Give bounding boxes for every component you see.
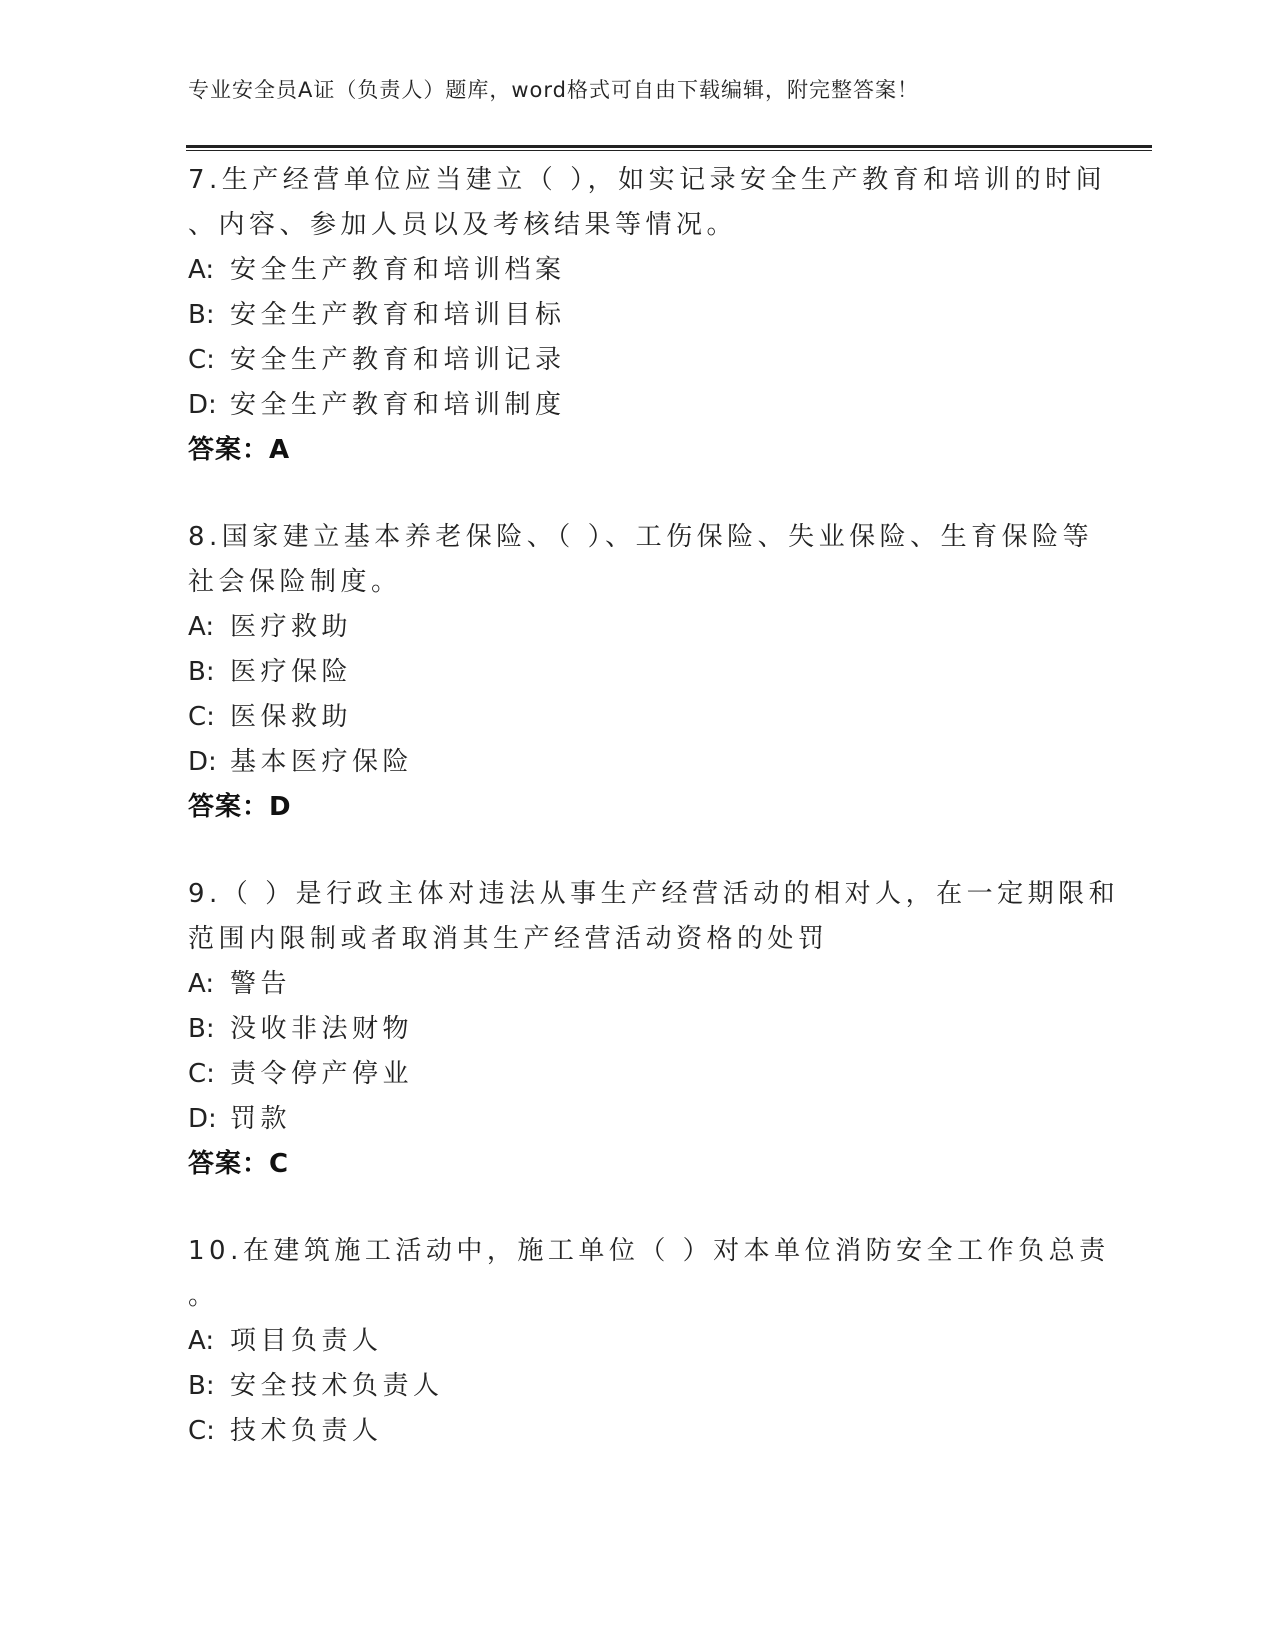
question-text-line: 8.国家建立基本养老保险、（ ）、工伤保险、失业保险、生育保险等 [188, 522, 1094, 552]
option-label: B: [188, 300, 215, 330]
option-label: A: [188, 969, 215, 999]
option-label: A: [188, 1326, 215, 1356]
option-d [188, 740, 1088, 785]
option-label: B: [188, 657, 215, 687]
option-c [188, 338, 1088, 383]
option-label: A: [188, 255, 215, 285]
spacer [188, 830, 1088, 872]
question-10 [188, 1229, 1110, 1454]
option-b [188, 650, 1088, 695]
question-text-line: 7.生产经营单位应当建立（ ），如实记录安全生产教育和培训的时间 [188, 165, 1107, 195]
option-text: 技术负责人 [230, 1416, 383, 1446]
option-c [188, 695, 1088, 740]
option-text: 责令停产停业 [230, 1059, 414, 1089]
option-text: 安全生产教育和培训记录 [230, 345, 566, 375]
option-label: C: [188, 1059, 215, 1089]
question-text-line: 。 [188, 1281, 219, 1311]
question-list [188, 158, 1120, 1454]
question-8 [188, 515, 1094, 830]
answer: 答案：D [188, 792, 292, 822]
option-text: 安全生产教育和培训档案 [230, 255, 566, 285]
option-text: 医疗保险 [230, 657, 353, 687]
option-text: 医疗救助 [230, 612, 353, 642]
option-text: 警告 [230, 969, 292, 999]
answer: 答案：A [188, 435, 291, 465]
option-c [188, 1409, 1088, 1454]
option-text: 罚款 [230, 1104, 292, 1134]
option-label: B: [188, 1014, 215, 1044]
option-label: D: [188, 1104, 217, 1134]
option-label: B: [188, 1371, 215, 1401]
option-label: C: [188, 345, 215, 375]
option-c [188, 1052, 1088, 1097]
page-header: 专业安全员A证（负责人）题库，word格式可自由下载编辑，附完整答案！ [188, 78, 919, 102]
option-a [188, 1319, 1088, 1364]
answer: 答案：C [188, 1149, 290, 1179]
option-b [188, 293, 1088, 338]
option-text: 基本医疗保险 [230, 747, 414, 777]
spacer [188, 1187, 1088, 1229]
header-rule-thick [186, 145, 1152, 148]
option-text: 安全技术负责人 [230, 1371, 444, 1401]
question-text-line: 社会保险制度。 [188, 567, 402, 597]
option-label: A: [188, 612, 215, 642]
option-text: 安全生产教育和培训目标 [230, 300, 566, 330]
option-text: 安全生产教育和培训制度 [230, 390, 566, 420]
option-a [188, 605, 1088, 650]
option-d [188, 383, 1088, 428]
question-text-line: 10.在建筑施工活动中，施工单位（ ）对本单位消防安全工作负总责 [188, 1236, 1110, 1266]
question-text-line: 9.（ ）是行政主体对违法从事生产经营活动的相对人，在一定期限和 [188, 879, 1120, 909]
option-label: C: [188, 1416, 215, 1446]
spacer [188, 473, 1088, 515]
option-text: 医保救助 [230, 702, 353, 732]
option-label: D: [188, 390, 217, 420]
header-rule-thin [186, 150, 1152, 151]
option-label: D: [188, 747, 217, 777]
option-d [188, 1097, 1088, 1142]
option-b [188, 1007, 1088, 1052]
question-7 [188, 158, 1107, 473]
question-text-line: 范围内限制或者取消其生产经营活动资格的处罚 [188, 924, 829, 954]
option-a [188, 248, 1088, 293]
option-a [188, 962, 1088, 1007]
question-9 [188, 872, 1120, 1187]
option-text: 没收非法财物 [230, 1014, 414, 1044]
option-label: C: [188, 702, 215, 732]
question-text-line: 、内容、参加人员以及考核结果等情况。 [188, 210, 738, 240]
option-b [188, 1364, 1088, 1409]
option-text: 项目负责人 [230, 1326, 383, 1356]
